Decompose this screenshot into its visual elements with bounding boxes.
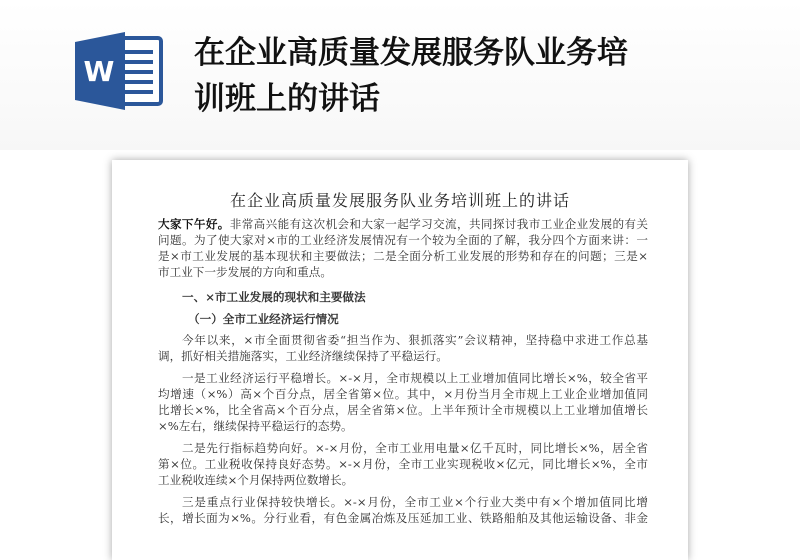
text-line: 调，抓好相关措施落实，工业经济继续保持了平稳运行。 (158, 349, 448, 363)
text-line: 非常高兴能有这次机会和大家一起学习交流，共同探讨我市工业企业发展的有关 (229, 217, 648, 231)
section-heading: 一、×市工业发展的现状和主要做法 (182, 290, 366, 304)
text-line: 均增速（×%）高×个百分点，居全省第×位。其中，×月份当月全市规上工业企业增加值同 (158, 387, 648, 401)
document-body (158, 216, 648, 532)
greeting: 大家下午好。 (158, 217, 230, 231)
text-line: ×%左右，继续保持平稳运行的态势。 (158, 419, 353, 433)
word-document-icon (75, 32, 165, 110)
header-banner (0, 0, 800, 150)
title-line-2: 训班上的讲话 (194, 81, 380, 117)
text-line: 工业税收连续×个月保持两位数增长。 (158, 473, 354, 487)
text-line: 一是工业经济运行平稳增长。×-×月，全市规模以上工业增加值同比增长×%，较全省平 (182, 371, 648, 385)
text-line: 比增长×%，比全省高×个百分点，居全省第×位。上半年预计全市规模以上工业增加值增长 (158, 403, 648, 417)
text-line: 二是先行指标趋势向好。×-×月份，全市工业用电量×亿千瓦时，同比增长×%，居全省 (182, 441, 648, 455)
text-line: 市工业下一步发展的方向和重点。 (158, 265, 332, 279)
body-paragraph (158, 494, 648, 526)
text-line: 今年以来，×市全面贯彻省委“担当作为、狠抓落实”会议精神，坚持稳中求进工作总基 (182, 333, 648, 347)
text-line: 问题。为了使大家对×市的工业经济发展情况有一个较为全面的了解，我分四个方面来讲：一 (158, 233, 648, 247)
svg-text:W: W (83, 55, 115, 88)
body-paragraph (158, 440, 648, 488)
document-title: 在企业高质量发展服务队业务培训班上的讲话 (229, 191, 570, 210)
body-paragraph (158, 332, 648, 364)
document-page (112, 160, 688, 560)
page-title (194, 30, 754, 122)
intro-paragraph (158, 216, 648, 280)
text-line: 长，增长面为×%。分行业看，有色金属冶炼及压延加工业、铁路船舶及其他运输设备、非金 (158, 511, 648, 525)
text-line: 三是重点行业保持较快增长。×-×月份，全市工业×个行业大类中有×个增加值同比增 (182, 495, 648, 509)
subsection-heading: （一）全市工业经济运行情况 (188, 312, 339, 326)
text-line: 是×市工业发展的基本现状和主要做法；二是全面分析工业发展的形势和存在的问题；三是× (158, 249, 648, 263)
text-line: 第×位。工业税收保持良好态势。×-×月份，全市工业实现税收×亿元，同比增长×%，全市 (158, 457, 648, 471)
body-paragraph (158, 370, 648, 434)
title-line-1: 在企业高质量发展服务队业务培 (194, 35, 628, 71)
